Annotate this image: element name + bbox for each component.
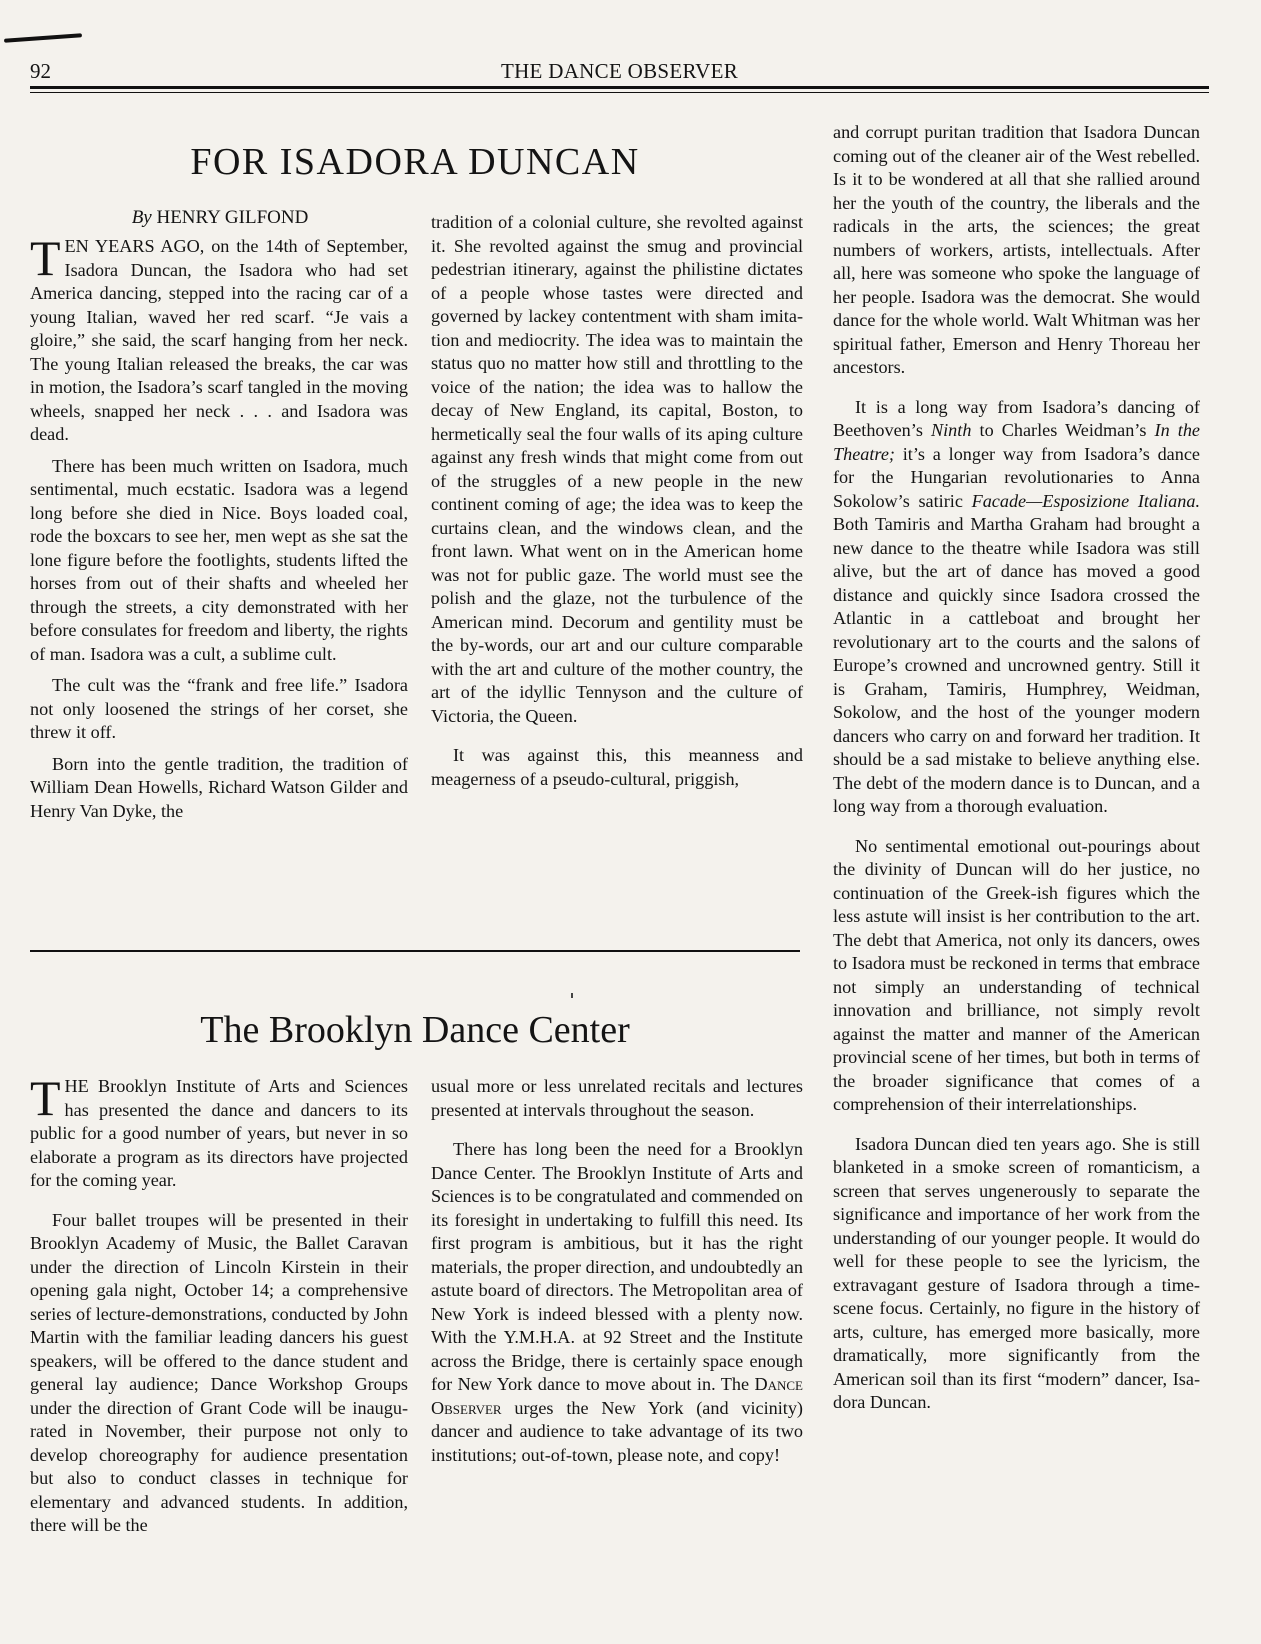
paragraph-text: urges the New York (and vicinity) dancer and audience to take advantage of its two institutions; out-of-town, please note, and copy!	[431, 1397, 803, 1465]
paragraph-text: It is a long way from Isadora’s dancing of Beethoven’s	[833, 396, 1200, 440]
header-rule	[30, 86, 1209, 89]
paragraph	[30, 230, 408, 447]
paragraph: It was against this, this meanness and meagerness of a pseudo-cultural, priggish,	[431, 745, 803, 789]
drop-cap: T	[30, 1070, 61, 1126]
paragraph	[431, 1138, 803, 1467]
paragraph: There has been much written on Isadora, much sentimental, much ecstatic. Isadora was a legend long before she died in Nice. Boys loaded coal, rode the boxcars to see her, men wept as she sat the lone figure before the footlights, students lifted the horses from out of their shafts and wheeled her through the streets, a city demonstrated with her before consulates for freedom and liberty, the rights of man. Isadora was a cult, a sublime cult.	[30, 455, 408, 664]
paragraph-text: Both Tamiris and Martha Graham had brought a new dance to the theatre while Isadora was still alive, but the art of dance has moved a good distance and quickly since Isadora crossed the Atlantic in a cattleboat and brought her revolutionary art to the courts and the salons of Europe’s crowned and uncrowned gentry. Still it is Graham, Tamiris, Humphrey, Weidman, Sokolow, and the host of the younger modern dancers who carry on and forward her tradition. It should be a sad mistake to believe anything else. The debt of the modern dance is to Duncan, and a long way from a thorough evaluation.	[833, 514, 1200, 816]
article-title: The Brooklyn Dance Center	[200, 1009, 630, 1051]
work-title: Facade—Esposizione Italiana.	[971, 490, 1201, 511]
article1-column-1	[30, 230, 408, 823]
byline-author: HENRY GILFOND	[156, 207, 309, 228]
drop-cap: T	[30, 230, 61, 286]
paragraph: Born into the gentle tradition, the tradition of William Dean Howells, Richard Watson Gilder and Henry Van Dyke, the	[30, 753, 408, 821]
paragraph-text: it’s a longer way from Isadora’s dance for the Hungarian revolutionaries to Anna Sokolow’s satiric	[833, 443, 1200, 511]
paragraph: The cult was the “frank and free life.” Isadora not only loosened the strings of her corset, she threw it off.	[30, 675, 408, 742]
work-title: In the Theatre;	[833, 420, 1200, 464]
paragraph-text: to Charles Weidman’s	[971, 420, 1155, 440]
running-title: THE DANCE OBSERVER	[500, 59, 739, 83]
work-title: Ninth	[931, 420, 972, 440]
article2-column-2	[431, 1075, 803, 1467]
header-rule-thin	[30, 92, 1209, 93]
paragraph: tradition of a colonial culture, she revolted against it. She revolted against the smug and provincial pedestrian itinerary, against the philistine dictates of a people whose tastes were directed and governed by lackey contentment with sham imitation and mediocrity. The idea was to maintain the status quo no matter how still and throttling to the voice of the nation; the idea was to hallow the decay of New England, its capital, Boston, to hermetically seal the four walls of its aping culture against any fresh winds that might come from out of the struggles of a new people in the new continent coming of age; the idea was to keep the curtains clean, and the windows clean, and the front lawn. What went on in the American home was not for public gaze. The world must see the polish and the glaze, not the turbulence of the American mind. Decorum and gentility must be the by-words, our art and our culture comparable with the art and culture of the mother country, the art of the idyllic Tennyson and the culture of Victoria, the Queen.	[431, 212, 803, 726]
paragraph: Isadora Duncan died ten years ago. She is still blanketed in a smoke screen of romanticism, a screen that serves ungenerously to separate the significance and importance of her work from the understanding of our younger people. It would do well for these people to see the lyricism, the extravagant gesture of Isadora through a time-scene focus. Certainly, no figure in the history of arts, culture, has emerged more basically, more dramatically, more significantly from the American soil than its first “modern” dancer, Isadora Duncan.	[833, 1133, 1200, 1412]
byline	[30, 207, 410, 229]
paragraph: and corrupt puritan tradition that Isadora Duncan coming out of the cleaner air of the West rebelled. Is it to be wondered at all that she rallied around her the youth of the country, the liberals and the radicals in the arts, the sciences; the great numbers of workers, artists, intellectuals. After all, here was someone who spoke the language of her people. Isadora was the democrat. She would dance for the whole world. Walt Whitman was her spiritual father, Emerson and Henry Thoreau her ancestors.	[833, 122, 1200, 377]
print-speck	[571, 993, 573, 998]
paragraph-text: on the 14th of September, Isadora Duncan, the Isadora who had set America dancing, stepped into the racing car of a young Italian, waved her red scarf. “Je vais a gloire,” she said, the scarf hanging from her neck. The young Italian released the breaks, the car was in motion, the Isadora’s scarf tangled in the moving wheels, snapped her neck . . . and Isadora was dead.	[30, 236, 408, 444]
paragraph: No sentimental emotional out-pourings about the divinity of Duncan will do her justice, no continuation of the Greek-ish figures which the less astute will insist is her contribution to the art. The debt that America, not only its dancers, owes to Isadora must be reckoned in terms that embrace not simply an understanding of technical innovation and brilliance, not simply revolt against the matter and manner of the American provincial scene of her times, but both in terms of the broader significance that comes of a comprehension of their interrelationships.	[833, 835, 1200, 1114]
section-divider	[30, 950, 800, 952]
paragraph: Four ballet troupes will be presented in their Brooklyn Academy of Music, the Ballet Caravan under the direction of Lincoln Kirstein in their opening gala night, October 14; a comprehensive series of lecture-demonstrations, conducted by John Martin with the familiar leading dancers his guest speakers, will be offered to the dance student and general lay audience; Dance Workshop Groups under the direction of Grant Code will be inaugurated in November, their purpose not only to develop choreography for audience presentation but also to conduct classes in technique for elementary and advanced students. In addition, there will be the	[30, 1209, 408, 1535]
paragraph	[30, 1070, 408, 1193]
article1-column-2	[431, 211, 803, 791]
paragraph-text: There has long been the need for a Brooklyn Dance Center. The Brooklyn Institute of Arts and Sciences is to be congratulated and commended on its foresight in undertaking to fulfill this need. Its first program is ambitious, but it has the right materials, the proper direction, and undoubtedly an astute board of directors. The Metropolitan area of New York is indeed blessed with a plenty now. With the Y.M.H.A. at 92 Street and the Institute across the Bridge, there is certainly space enough for New York dance to move about in. The	[431, 1139, 803, 1394]
paragraph	[833, 396, 1200, 819]
magazine-name: Dance Observer	[431, 1374, 803, 1418]
lead-words: HE	[64, 1076, 89, 1096]
paragraph: usual more or less unrelated recitals and lectures presented at intervals throughout the season.	[431, 1076, 803, 1120]
lead-words: EN YEARS AGO,	[64, 236, 205, 256]
scan-artifact	[4, 33, 82, 42]
article2-column-1	[30, 1070, 408, 1538]
article1-column-3	[833, 121, 1200, 1415]
article-title: FOR ISADORA DUNCAN	[190, 141, 640, 183]
paragraph-text: Brooklyn Institute of Arts and Sciences has presented the dance and dancers to its public for a good number of years, but never in so elaborate a program as its directors have projected for the coming year.	[30, 1076, 408, 1190]
byline-prefix: By	[131, 207, 152, 228]
page-number: 92	[30, 59, 51, 83]
